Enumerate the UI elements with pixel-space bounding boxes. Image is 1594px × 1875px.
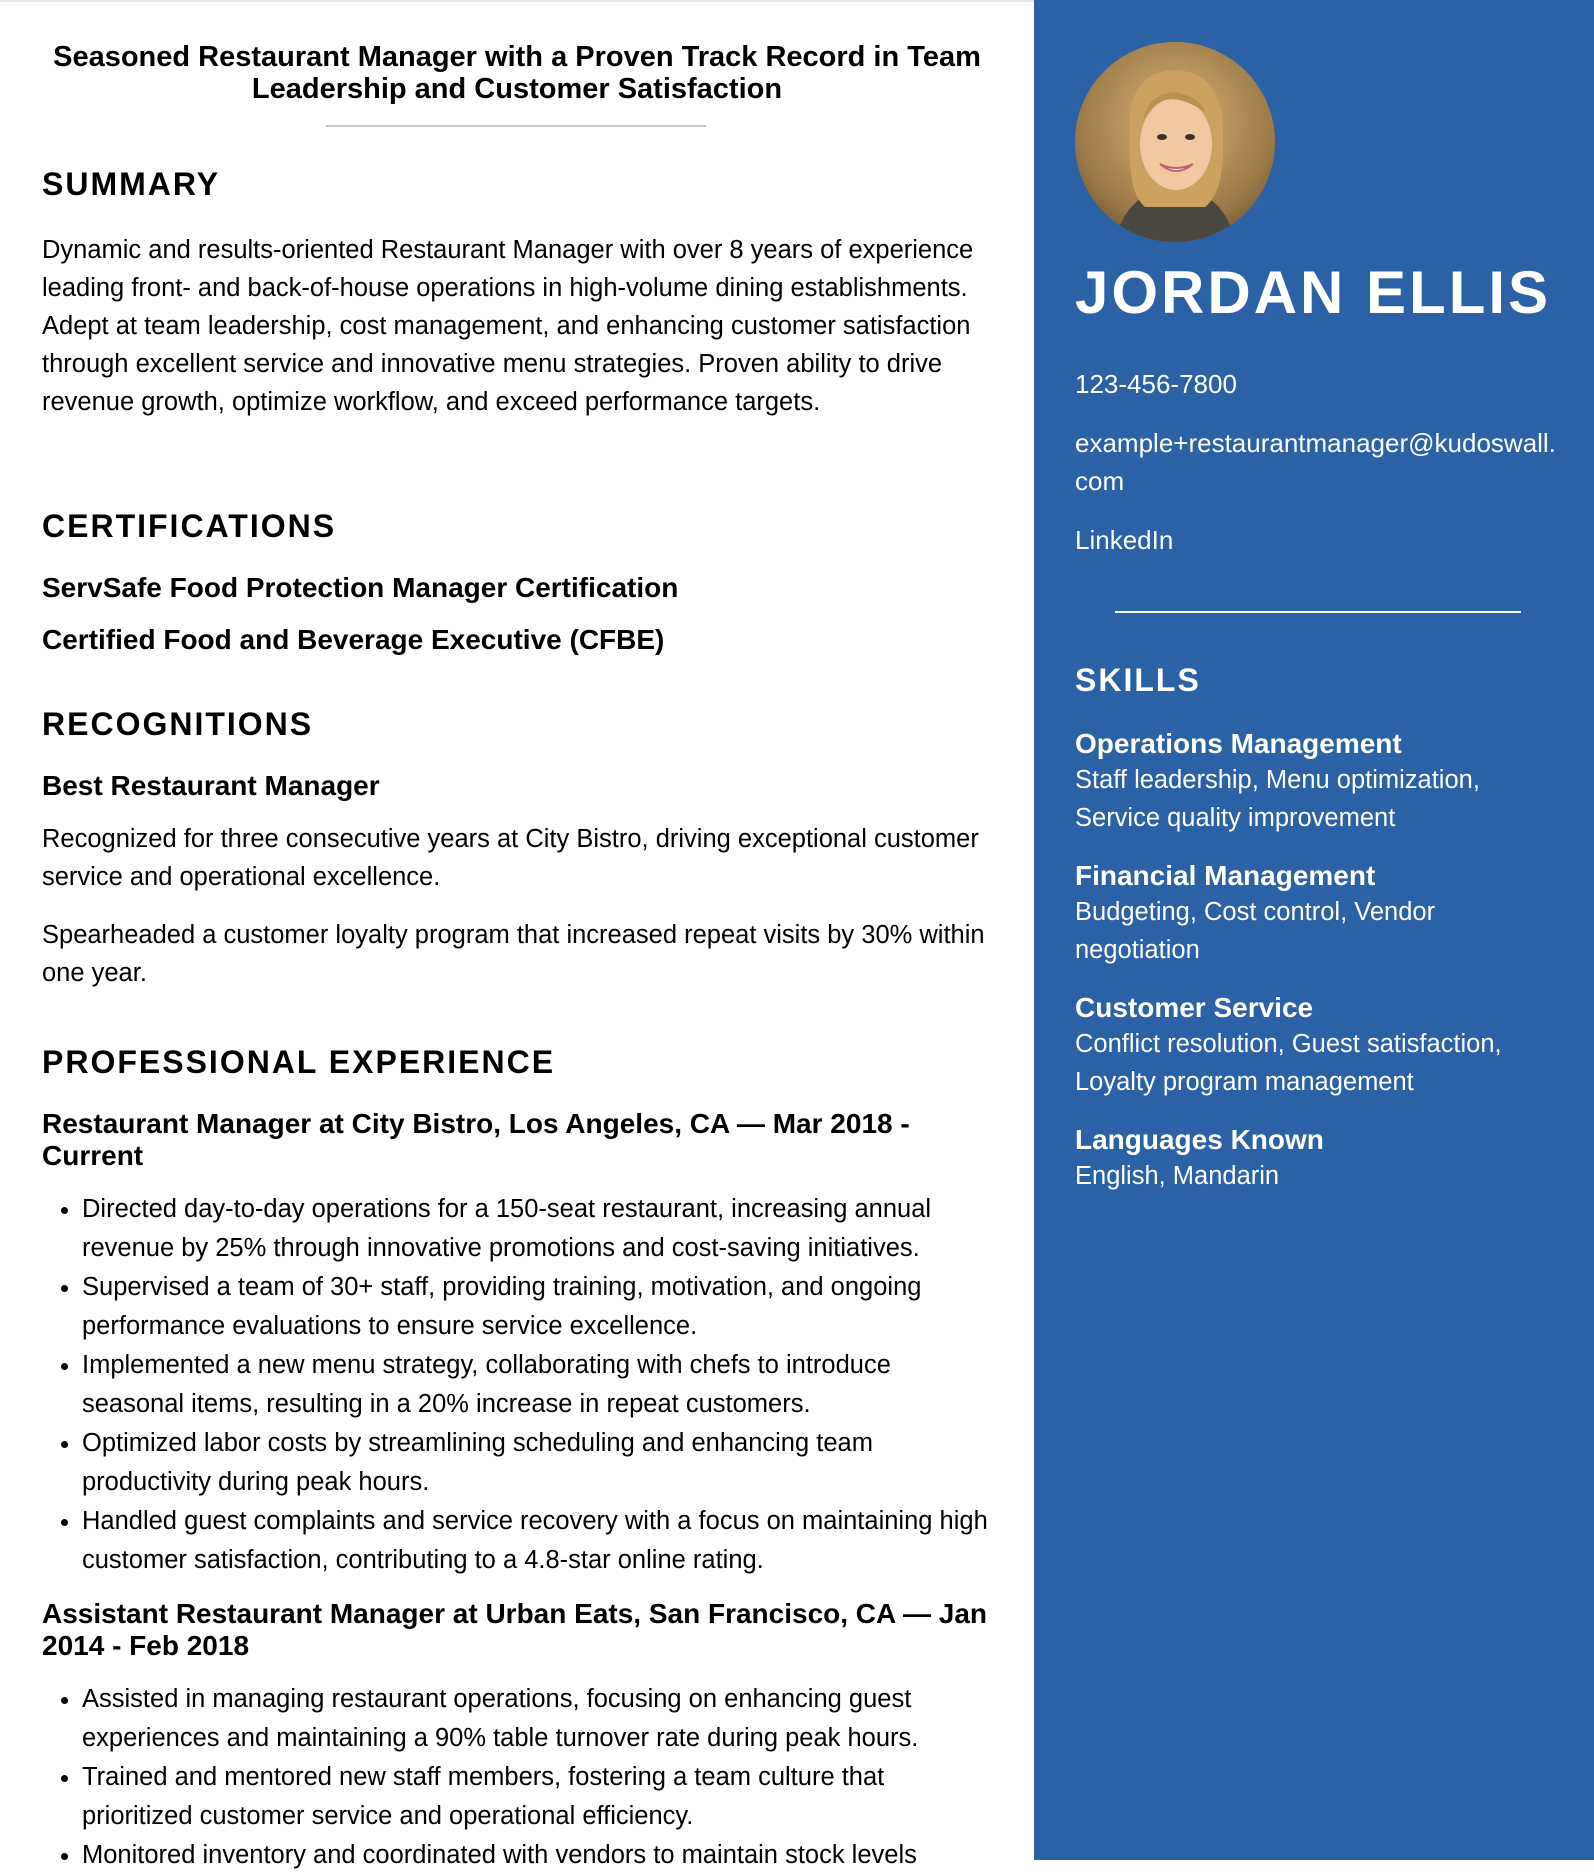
resume-headline: Seasoned Restaurant Manager with a Proven Track Record in Team Leadership and Customer Satisfaction [53,41,981,105]
job-bullet: • Optimized labor costs by streamlining scheduling and enhancing team productivity during peak hours. [82,1424,990,1502]
phone-number: 123-456-7800 [1075,369,1237,399]
skill-name: Customer Service [1075,992,1314,1023]
job-bullet: • Supervised a team of 30+ staff, providing training, motivation, and ongoing performance evaluations to ensure service excellence. [82,1268,990,1346]
job-bullet: • Directed day-to-day operations for a 150-seat restaurant, increasing annual revenue by 25% through innovative promotions and cost-saving initiatives. [82,1190,990,1268]
skill-group [1075,991,1545,1101]
skill-name: Financial Management [1075,860,1376,891]
job-heading: Restaurant Manager at City Bistro, Los Angeles, CA — Mar 2018 - Current [42,1108,910,1171]
summary-text: Dynamic and results-oriented Restaurant Manager with over 8 years of experience leading front- and back-of-house operations in high-volume dining establishments. Adept at team leadership, cost management, and enhancing customer satisfaction through excellent service and innovative menu strategies. Proven ability to drive revenue growth, optimize workflow, and exceed performance targets. [42,236,974,416]
skill-description: Conflict resolution, Guest satisfaction, Loyalty program management [1075,1030,1502,1096]
certifications-title: CERTIFICATIONS [42,508,337,544]
candidate-name: JORDAN ELLIS [1075,259,1552,326]
recognitions-title: RECOGNITIONS [42,706,314,742]
award-title: Best Restaurant Manager [42,770,380,801]
summary-section [42,166,990,421]
skills-title: SKILLS [1075,662,1201,698]
skill-group [1075,859,1545,969]
job-bullets [42,1190,990,1580]
profile-photo [1075,42,1275,242]
job-bullets [42,1680,990,1875]
job-heading: Assistant Restaurant Manager at Urban Eats, San Francisco, CA — Jan 2014 - Feb 2018 [42,1598,988,1661]
certification-item: ServSafe Food Protection Manager Certification [42,572,679,603]
recognition-paragraph: Recognized for three consecutive years at City Bistro, driving exceptional customer service and operational excellence. [42,825,979,891]
skill-description: Budgeting, Cost control, Vendor negotiation [1075,898,1436,964]
experience-title: PROFESSIONAL EXPERIENCE [42,1044,556,1080]
headline-divider [326,125,706,127]
job-bullet: • Implemented a new menu strategy, collaborating with chefs to introduce seasonal items, resulting in a 20% increase in repeat customers. [82,1346,990,1424]
job-bullet: • Monitored inventory and coordinated with vendors to maintain stock levels [82,1836,990,1875]
certification-item: Certified Food and Beverage Executive (CFBE) [42,624,665,655]
summary-title: SUMMARY [42,166,221,202]
recognition-paragraph: Spearheaded a customer loyalty program that increased repeat visits by 30% within one year. [42,921,985,987]
job-bullet: • Trained and mentored new staff members, fostering a team culture that prioritized customer service and operational efficiency. [82,1758,990,1836]
sidebar-divider [1115,611,1521,613]
skill-group [1075,1123,1545,1195]
skill-group [1075,727,1545,837]
experience-section [42,1044,990,1875]
email-link[interactable]: example+restaurantmanager@kudoswall.com [1075,428,1556,496]
portrait-icon [1075,42,1275,242]
job-bullet: • Handled guest complaints and service recovery with a focus on maintaining high customer satisfaction, contributing to a 4.8-star online rating. [82,1502,990,1580]
skill-name: Languages Known [1075,1124,1324,1155]
linkedin-link[interactable]: LinkedIn [1075,525,1174,555]
skill-description: English, Mandarin [1075,1162,1280,1190]
skill-description: Staff leadership, Menu optimization, Service quality improvement [1075,766,1480,832]
skill-name: Operations Management [1075,728,1402,759]
certifications-section [42,508,990,657]
recognitions-section [42,706,990,992]
job-bullet: • Assisted in managing restaurant operations, focusing on enhancing guest experiences and maintaining a 90% table turnover rate during peak hours. [82,1680,990,1758]
